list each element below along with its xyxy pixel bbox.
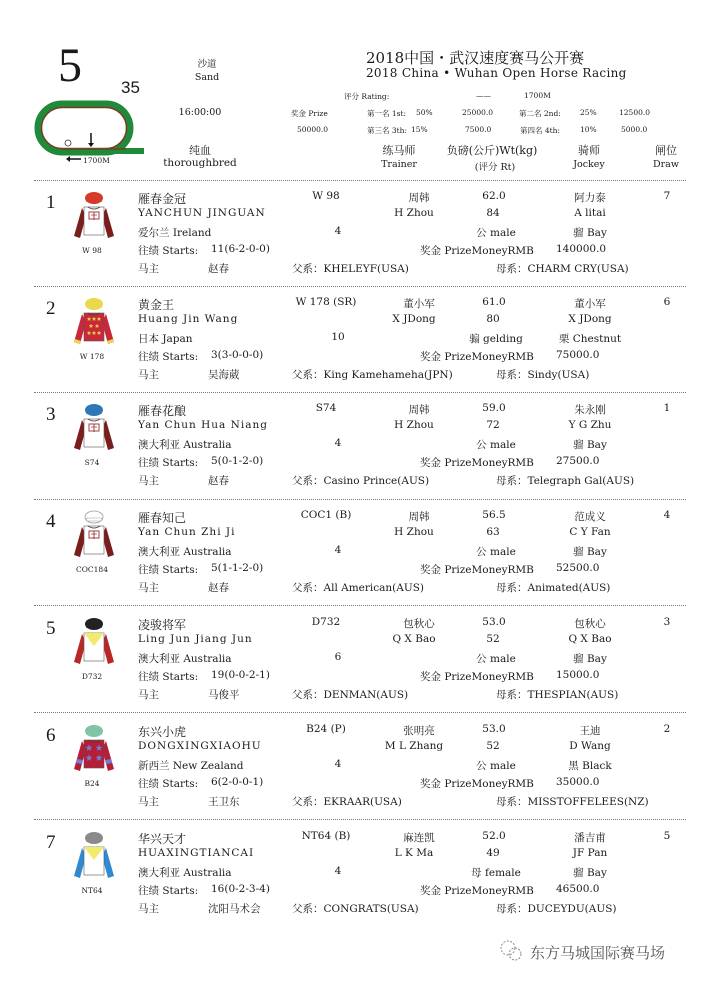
divider (34, 392, 686, 393)
silks-code: D732 (81, 672, 103, 681)
rating: 63 (486, 526, 500, 538)
dam: 母系：Sindy(USA) (496, 369, 590, 381)
prize-4-label: 第四名 4th: (520, 126, 561, 135)
horse-color: 栗 Chestnut (558, 333, 622, 345)
draw: 3 (663, 616, 671, 628)
dam: 母系：Animated(AUS) (496, 582, 611, 594)
silks-code: W 178 (79, 352, 105, 361)
dam: 母系：CHARM CRY(USA) (496, 263, 629, 275)
divider (34, 180, 686, 181)
sire: 父系：EKRAAR(USA) (292, 796, 402, 808)
jockey-silks-icon (70, 830, 118, 886)
horse-origin: 澳大利亚 Australia (138, 546, 232, 558)
horse-color: 骝 Bay (573, 867, 607, 879)
horse-name-en: HUAXINGTIANCAI (138, 847, 255, 859)
horse-number: 6 (46, 725, 56, 746)
jockey-cn: 范成义 (574, 511, 606, 523)
horse-sex: 母 female (471, 867, 521, 879)
horse-name-cn: 东兴小虎 (138, 725, 187, 739)
rating: 52 (486, 740, 500, 752)
trainer-en: H Zhou (394, 207, 434, 219)
header-draw-en: Draw (653, 159, 679, 170)
jockey-silks-icon (70, 723, 118, 779)
prize-total: 50000.0 (297, 125, 329, 134)
sire: 父系：KHELEYF(USA) (292, 263, 409, 275)
header-weight-en: (评分 Rt) (474, 162, 516, 173)
dam: 母系：THESPIAN(AUS) (496, 689, 619, 701)
owner-name: 王卫东 (208, 796, 240, 808)
owner-name: 赵春 (208, 475, 229, 487)
horse-sex: 公 male (476, 227, 516, 239)
weight: 61.0 (482, 296, 506, 308)
trainer-cn: 周韩 (408, 404, 430, 416)
rating: 52 (486, 633, 500, 645)
draw: 5 (663, 830, 671, 842)
prize-money-label: 奖金 PrizeMoneyRMB (420, 245, 534, 257)
owner-label: 马主 (138, 903, 159, 915)
prize-money-label: 奖金 PrizeMoneyRMB (420, 351, 534, 363)
starts-record: 6(2-0-0-1) (211, 776, 264, 788)
horse-age: 6 (334, 651, 342, 663)
horse-name-cn: 凌骏将军 (138, 618, 187, 632)
horse-color: 骝 Bay (573, 439, 607, 451)
trainer-cn: 董小军 (403, 298, 435, 310)
brand-code: S74 (315, 402, 337, 414)
owner-name: 沈阳马术会 (208, 903, 261, 915)
prize-money-label: 奖金 PrizeMoneyRMB (420, 885, 534, 897)
divider (34, 499, 686, 500)
horse-name-en: Ling Jun Jiang Jun (138, 633, 253, 645)
divider (34, 712, 686, 713)
horse-number: 7 (46, 832, 56, 853)
owner-label: 马主 (138, 582, 159, 594)
horse-age: 4 (334, 225, 342, 237)
rating: 80 (486, 313, 500, 325)
trainer-cn: 周韩 (408, 511, 430, 523)
surface-cn: 沙道 (197, 59, 217, 70)
owner-name: 马俊平 (208, 689, 240, 701)
prize-label: 奖金 Prize (291, 109, 328, 118)
horse-entry-4 (0, 505, 720, 609)
horse-origin: 爱尔兰 Ireland (138, 227, 212, 239)
wechat-logo-icon (498, 938, 524, 964)
prize-money: 15000.0 (556, 669, 600, 681)
silks-code: S74 (84, 458, 100, 467)
sire: 父系：DENMAN(AUS) (292, 689, 409, 701)
horse-age: 4 (334, 865, 342, 877)
jockey-en: Q X Bao (568, 633, 612, 645)
weight: 62.0 (482, 190, 506, 202)
starts-label: 往绩 Starts: (138, 564, 199, 576)
rating-label: 评分 Rating: (344, 92, 390, 101)
trainer-cn: 包秋心 (403, 618, 435, 630)
horse-age: 4 (334, 437, 342, 449)
horse-sex: 公 male (476, 760, 516, 772)
jockey-silks-icon (70, 296, 118, 352)
brand-code: W 178 (SR) (295, 296, 357, 308)
prize-money-label: 奖金 PrizeMoneyRMB (420, 671, 534, 683)
prize-money-label: 奖金 PrizeMoneyRMB (420, 778, 534, 790)
horse-entry-5 (0, 612, 720, 716)
silks-code: W 98 (82, 246, 102, 255)
weight: 52.0 (482, 830, 506, 842)
horse-number: 5 (46, 618, 56, 639)
brand-code: COC1 (B) (300, 509, 352, 521)
owner-label: 马主 (138, 689, 159, 701)
dam: 母系：DUCEYDU(AUS) (496, 903, 617, 915)
horse-color: 骝 Bay (573, 546, 607, 558)
horse-number: 4 (46, 511, 56, 532)
prize-2-amount: 12500.0 (619, 108, 651, 117)
draw: 2 (663, 723, 671, 735)
rating: 72 (486, 419, 500, 431)
trainer-cn: 张明亮 (403, 725, 435, 737)
trainer-en: H Zhou (394, 419, 434, 431)
divider (34, 605, 686, 606)
sire: 父系：King Kamehameha(JPN) (292, 369, 453, 381)
prize-1-pct: 50% (416, 108, 433, 117)
silks-code: NT64 (81, 886, 103, 895)
owner-label: 马主 (138, 796, 159, 808)
rating: 84 (486, 207, 500, 219)
race-number: 5 (58, 39, 82, 92)
owner-label: 马主 (138, 475, 159, 487)
horse-sex: 骟 gelding (469, 333, 523, 345)
jockey-en: JF Pan (572, 847, 608, 859)
starts-label: 往绩 Starts: (138, 671, 199, 683)
rating: 49 (486, 847, 500, 859)
header-jockey-en: Jockey (573, 159, 605, 170)
starts-record: 19(0-0-2-1) (211, 669, 270, 681)
sire: 父系：All American(AUS) (292, 582, 424, 594)
starts-record: 5(1-1-2-0) (211, 562, 264, 574)
brand-code: B24 (P) (306, 723, 346, 735)
prize-money-label: 奖金 PrizeMoneyRMB (420, 457, 534, 469)
horse-entry-1 (0, 186, 720, 290)
breed-en: thoroughbred (163, 157, 237, 169)
header-draw-cn: 闸位 (655, 144, 677, 157)
sire: 父系：Casino Prince(AUS) (292, 475, 430, 487)
prize-money: 46500.0 (556, 883, 600, 895)
starts-label: 往绩 Starts: (138, 245, 199, 257)
horse-origin: 澳大利亚 Australia (138, 867, 232, 879)
jockey-en: Y G Zhu (568, 419, 612, 431)
event-title-cn: 2018中国・武汉速度赛马公开赛 (366, 49, 585, 67)
horse-entry-3 (0, 398, 720, 502)
draw: 4 (663, 509, 671, 521)
jockey-silks-icon (70, 509, 118, 565)
horse-sex: 公 male (476, 439, 516, 451)
starts-record: 3(3-0-0-0) (211, 349, 264, 361)
prize-money: 140000.0 (556, 243, 607, 255)
owner-label: 马主 (138, 263, 159, 275)
horse-sex: 公 male (476, 546, 516, 558)
starts-record: 11(6-2-0-0) (211, 243, 270, 255)
event-title-en: 2018 China • Wuhan Open Horse Racing (366, 66, 627, 80)
prize-money: 52500.0 (556, 562, 600, 574)
jockey-cn: 董小军 (574, 298, 606, 310)
weight: 53.0 (482, 616, 506, 628)
jockey-cn: 包秋心 (574, 618, 606, 630)
owner-label: 马主 (138, 369, 159, 381)
horse-color: 骝 Bay (573, 227, 607, 239)
weight: 56.5 (482, 509, 506, 521)
weight: 53.0 (482, 723, 506, 735)
owner-name: 赵春 (208, 263, 229, 275)
horse-origin: 新西兰 New Zealand (138, 760, 244, 772)
jockey-en: D Wang (569, 740, 611, 752)
starts-label: 往绩 Starts: (138, 778, 199, 790)
brand-code: W 98 (312, 190, 340, 202)
horse-color: 骝 Bay (573, 653, 607, 665)
horse-age: 4 (334, 544, 342, 556)
prize-money: 27500.0 (556, 455, 600, 467)
trainer-en: L K Ma (394, 847, 434, 859)
header-trainer-cn: 练马师 (382, 144, 416, 157)
horse-name-en: Huang Jin Wang (138, 313, 239, 325)
weight: 59.0 (482, 402, 506, 414)
prize-2-pct: 25% (580, 108, 597, 117)
trainer-en: X JDong (392, 313, 436, 325)
track-diagram-icon (34, 100, 144, 162)
trainer-cn: 周韩 (408, 192, 430, 204)
jockey-silks-icon (70, 190, 118, 246)
horse-entry-2 (0, 292, 720, 396)
header-jockey-cn: 骑师 (578, 144, 600, 157)
jockey-cn: 阿力泰 (574, 192, 606, 204)
jockey-cn: 王迪 (579, 725, 601, 737)
starts-label: 往绩 Starts: (138, 885, 199, 897)
draw: 1 (663, 402, 671, 414)
horse-color: 黑 Black (568, 760, 612, 772)
surface-en: Sand (194, 72, 220, 83)
horse-sex: 公 male (476, 653, 516, 665)
prize-2-label: 第二名 2nd: (519, 109, 561, 118)
draw: 6 (663, 296, 671, 308)
prize-4-pct: 10% (580, 125, 597, 134)
silks-code: COC184 (76, 565, 108, 574)
trainer-en: H Zhou (394, 526, 434, 538)
jockey-silks-icon (70, 616, 118, 672)
prize-3-pct: 15% (411, 125, 428, 134)
jockey-en: C Y Fan (569, 526, 611, 538)
horse-origin: 澳大利亚 Australia (138, 439, 232, 451)
horse-name-en: DONGXINGXIAOHU (138, 740, 262, 752)
prize-money: 35000.0 (556, 776, 600, 788)
rating-value: —— (476, 91, 491, 100)
starts-record: 16(0-2-3-4) (211, 883, 270, 895)
horse-name-en: YANCHUN JINGUAN (138, 207, 266, 219)
watermark-text: 东方马城国际赛马场 (530, 944, 666, 962)
jockey-en: A litai (574, 207, 606, 219)
starts-label: 往绩 Starts: (138, 351, 199, 363)
trainer-cn: 麻连凯 (403, 832, 435, 844)
prize-1-label: 第一名 1st: (367, 109, 407, 118)
header-weight-cn: 负磅(公斤)Wt(kg) (446, 144, 538, 157)
silks-code: B24 (84, 779, 100, 788)
dam: 母系：Telegraph Gal(AUS) (496, 475, 635, 487)
horse-age: 10 (331, 331, 345, 343)
prize-4-amount: 5000.0 (621, 125, 648, 134)
horse-name-cn: 雁春金冠 (138, 192, 187, 206)
starts-record: 5(0-1-2-0) (211, 455, 264, 467)
owner-name: 赵春 (208, 582, 229, 594)
prize-3-amount: 7500.0 (465, 125, 492, 134)
horse-origin: 日本 Japan (138, 333, 193, 345)
horse-name-cn: 雁春花酿 (138, 404, 187, 418)
jockey-silks-icon (70, 402, 118, 458)
horse-entry-7 (0, 826, 720, 930)
brand-code: D732 (311, 616, 341, 628)
horse-name-en: Yan Chun Zhi Ji (138, 526, 236, 538)
trainer-en: M L Zhang (384, 740, 444, 752)
horse-number: 1 (46, 192, 56, 213)
horse-origin: 澳大利亚 Australia (138, 653, 232, 665)
owner-name: 吴海葳 (208, 369, 240, 381)
header-trainer-en: Trainer (381, 159, 417, 170)
draw: 7 (663, 190, 671, 202)
brand-code: NT64 (B) (301, 830, 351, 842)
race-distance: 1700M (524, 91, 551, 100)
horse-entry-6 (0, 719, 720, 823)
starts-label: 往绩 Starts: (138, 457, 199, 469)
race-time: 16:00:00 (178, 107, 222, 118)
horse-age: 4 (334, 758, 342, 770)
horse-number: 3 (46, 404, 56, 425)
jockey-cn: 朱永刚 (574, 404, 606, 416)
breed-cn: 纯血 (189, 144, 211, 157)
horse-name-en: Yan Chun Hua Niang (138, 419, 268, 431)
horse-name-cn: 黄金王 (138, 298, 175, 312)
prize-money: 75000.0 (556, 349, 600, 361)
divider (34, 819, 686, 820)
horse-name-cn: 华兴天才 (138, 832, 187, 846)
race-count: 35 (121, 78, 140, 97)
horse-number: 2 (46, 298, 56, 319)
dam: 母系：MISSTOFFELEES(NZ) (496, 796, 649, 808)
prize-1-amount: 25000.0 (462, 108, 494, 117)
track-distance: 1700M (83, 156, 110, 165)
trainer-en: Q X Bao (392, 633, 436, 645)
divider (34, 286, 686, 287)
prize-3-label: 第三名 3th: (367, 126, 408, 135)
jockey-en: X JDong (568, 313, 612, 325)
jockey-cn: 潘吉甫 (574, 832, 606, 844)
horse-name-cn: 雁春知己 (138, 511, 187, 525)
prize-money-label: 奖金 PrizeMoneyRMB (420, 564, 534, 576)
sire: 父系：CONGRATS(USA) (292, 903, 419, 915)
